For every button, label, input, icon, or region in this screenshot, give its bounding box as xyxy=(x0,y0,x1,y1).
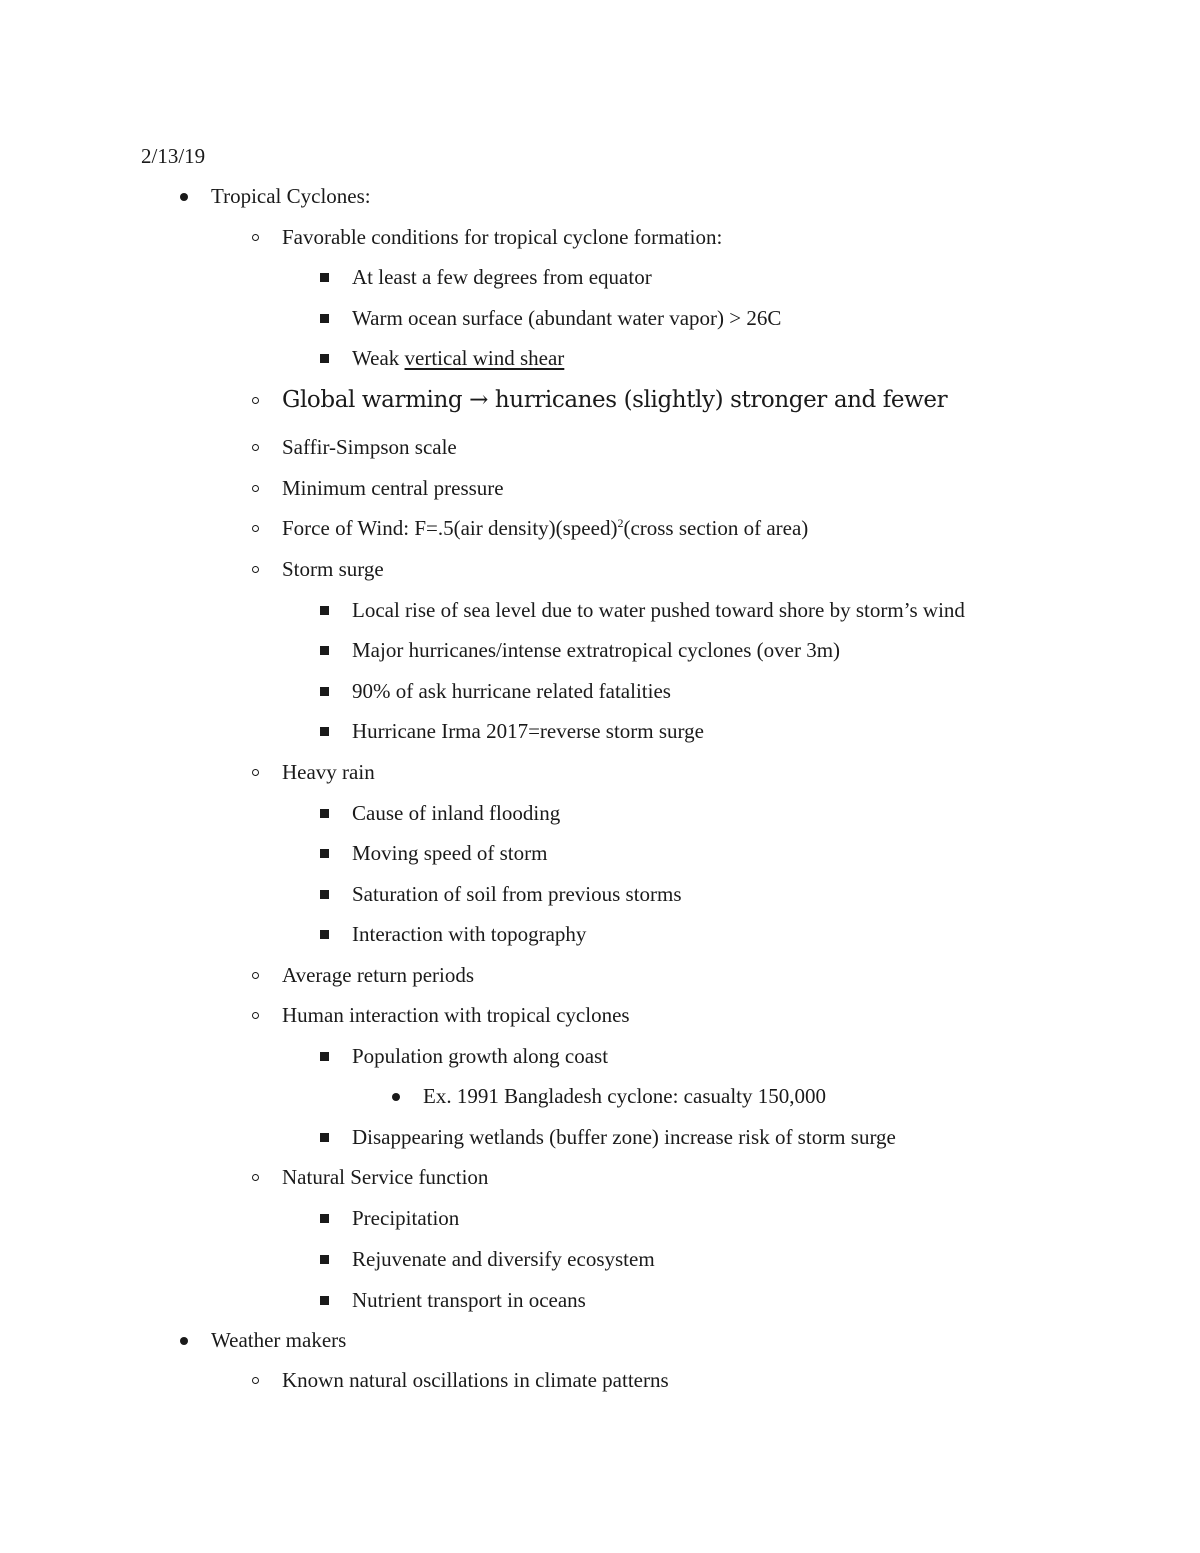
bullet-square-icon xyxy=(320,930,329,939)
list-item: 90% of ask hurricane related fatalities xyxy=(352,679,671,703)
bullet-square-icon xyxy=(320,314,329,323)
list-item: Hurricane Irma 2017=reverse storm surge xyxy=(352,719,704,743)
global-warming-item: Global warming → hurricanes (slightly) stronger and fewer xyxy=(282,387,948,413)
bullet-square-icon xyxy=(320,890,329,899)
wind-shear-prefix: Weak xyxy=(352,346,405,370)
bullet-circle-icon xyxy=(252,234,259,241)
bullet-square-icon xyxy=(320,1133,329,1142)
list-item: Rejuvenate and diversify ecosystem xyxy=(352,1247,655,1271)
bullet-circle-icon xyxy=(252,444,259,451)
bullet-square-icon xyxy=(320,1214,329,1223)
list-item: Saturation of soil from previous storms xyxy=(352,882,682,906)
list-item: Cause of inland flooding xyxy=(352,801,561,825)
bullet-circle-icon xyxy=(252,1012,259,1019)
list-item: Major hurricanes/intense extratropical cyclones (over 3m) xyxy=(352,638,841,662)
heavy-rain-label: Heavy rain xyxy=(282,760,375,784)
bullet-disc-icon xyxy=(180,193,188,201)
bullet-square-icon xyxy=(320,809,329,818)
bullet-square-icon xyxy=(320,1052,329,1061)
bullet-square-icon xyxy=(320,646,329,655)
bullet-square-icon xyxy=(320,1296,329,1305)
bullet-disc-icon xyxy=(392,1093,400,1101)
bullet-circle-icon xyxy=(252,1377,259,1384)
bullet-square-icon xyxy=(320,727,329,736)
weather-makers-heading: Weather makers xyxy=(211,1328,347,1352)
date-heading: 2/13/19 xyxy=(141,144,206,168)
list-item-wind-shear xyxy=(352,348,564,369)
list-item: Local rise of sea level due to water pushed toward shore by storm’s wind xyxy=(352,598,965,622)
human-interaction-label: Human interaction with tropical cyclones xyxy=(282,1003,630,1027)
list-item: Known natural oscillations in climate patterns xyxy=(282,1368,669,1392)
bullet-circle-icon xyxy=(252,566,259,573)
list-item: At least a few degrees from equator xyxy=(352,265,652,289)
list-item: Warm ocean surface (abundant water vapor) > 26C xyxy=(352,306,782,330)
force-of-wind-item xyxy=(282,518,808,539)
minimum-pressure-item: Minimum central pressure xyxy=(282,476,504,500)
wind-shear-underlined: vertical wind shear xyxy=(404,346,565,370)
bullet-circle-icon xyxy=(252,1174,259,1181)
bullet-disc-icon xyxy=(180,1337,188,1345)
natural-service-label: Natural Service function xyxy=(282,1165,489,1189)
bullet-square-icon xyxy=(320,273,329,282)
list-item: Nutrient transport in oceans xyxy=(352,1288,586,1312)
list-item-example: Ex. 1991 Bangladesh cyclone: casualty 150,000 xyxy=(423,1084,826,1108)
favorable-conditions-label: Favorable conditions for tropical cyclone formation: xyxy=(282,225,723,249)
force-formula-text: Force of Wind: F=.5(air density)(speed) xyxy=(282,516,618,540)
tropical-cyclones-heading: Tropical Cyclones: xyxy=(211,184,371,208)
bullet-square-icon xyxy=(320,606,329,615)
bullet-circle-icon xyxy=(252,485,259,492)
force-formula-exponent: 2 xyxy=(617,516,624,530)
bullet-square-icon xyxy=(320,687,329,696)
storm-surge-label: Storm surge xyxy=(282,557,384,581)
list-item: Interaction with topography xyxy=(352,922,587,946)
list-item: Population growth along coast xyxy=(352,1044,609,1068)
force-formula-tail: (cross section of area) xyxy=(623,516,809,540)
bullet-circle-icon xyxy=(252,769,259,776)
bullet-circle-icon xyxy=(252,972,259,979)
bullet-square-icon xyxy=(320,849,329,858)
return-periods-item: Average return periods xyxy=(282,963,475,987)
list-item: Disappearing wetlands (buffer zone) increase risk of storm surge xyxy=(352,1125,896,1149)
list-item: Precipitation xyxy=(352,1206,460,1230)
saffir-simpson-item: Saffir-Simpson scale xyxy=(282,435,457,459)
bullet-square-icon xyxy=(320,1255,329,1264)
list-item: Moving speed of storm xyxy=(352,841,548,865)
bullet-square-icon xyxy=(320,354,329,363)
bullet-circle-icon xyxy=(252,397,259,404)
bullet-circle-icon xyxy=(252,525,259,532)
